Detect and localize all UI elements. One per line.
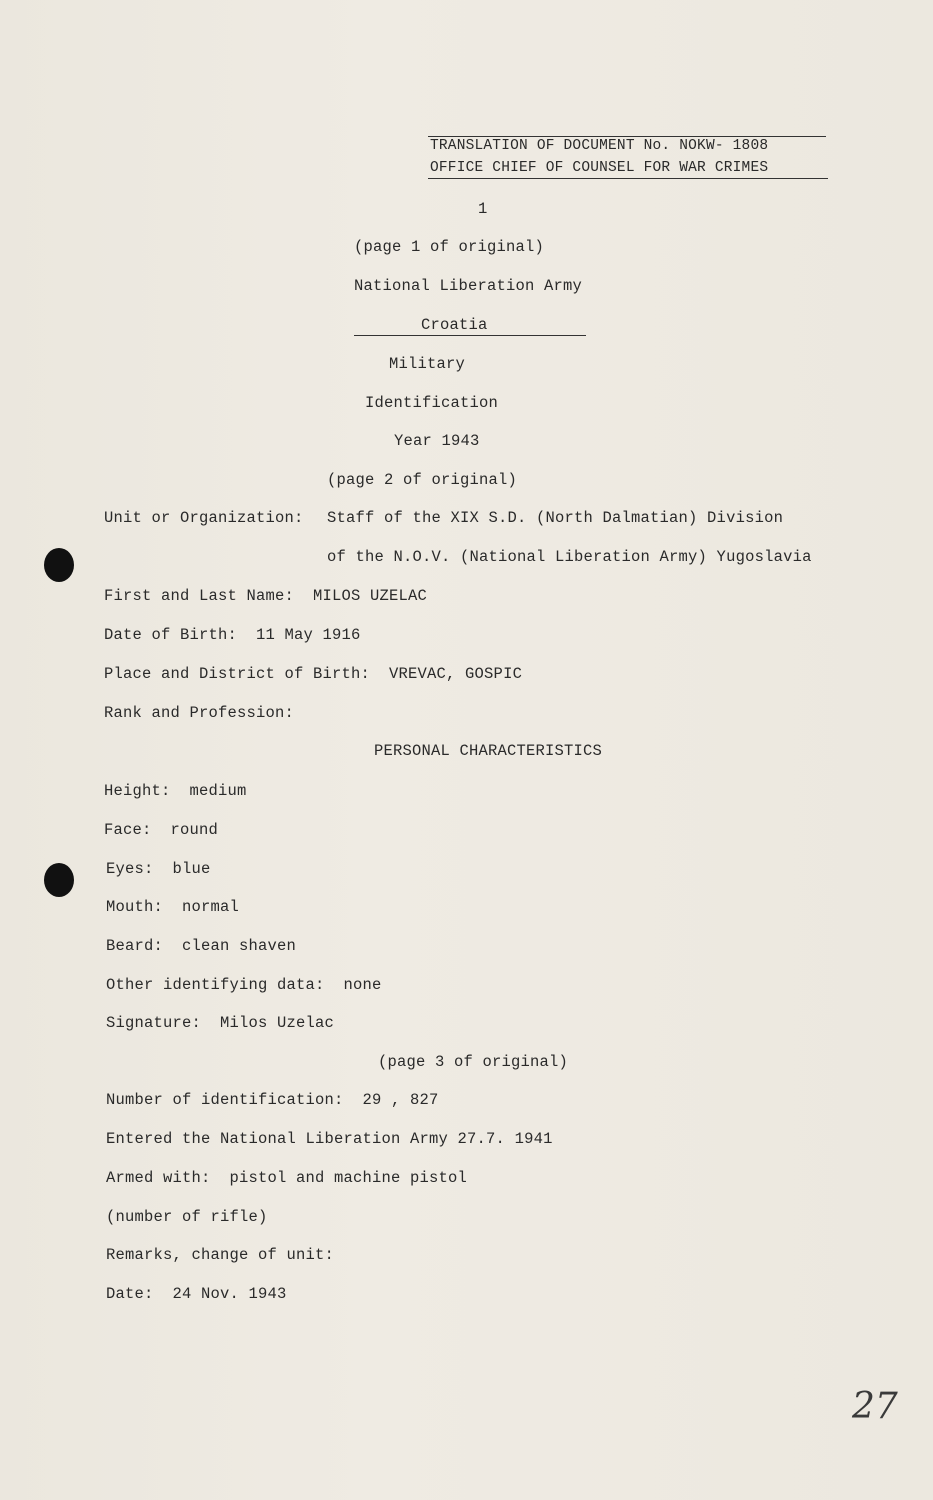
personal-heading: PERSONAL CHARACTERISTICS (374, 742, 603, 760)
name-line: First and Last Name: MILOS UZELAC (104, 587, 428, 605)
rifle-line: (number of rifle) (106, 1208, 268, 1226)
eyes-line: Eyes: blue (106, 860, 211, 878)
signature-line: Signature: Milos Uzelac (106, 1014, 335, 1032)
other-data-line: Other identifying data: none (106, 976, 382, 994)
unit-label: Unit or Organization: (104, 509, 304, 527)
rank-line: Rank and Profession: (104, 704, 295, 722)
date-line: Date: 24 Nov. 1943 (106, 1285, 287, 1303)
unit-line-1: Staff of the XIX S.D. (North Dalmatian) Division (327, 509, 784, 527)
title-military: Military (389, 355, 466, 373)
entered-line: Entered the National Liberation Army 27.7. 1941 (106, 1130, 553, 1148)
header-line-2: OFFICE CHIEF OF COUNSEL FOR WAR CRIMES (430, 160, 769, 176)
header-bottom-rule (428, 178, 828, 179)
region-name: Croatia (421, 316, 488, 334)
page-1-reference: (page 1 of original) (354, 238, 545, 256)
year: Year 1943 (394, 432, 480, 450)
page-number: 1 (478, 200, 488, 218)
header-line-1: TRANSLATION OF DOCUMENT No. NOKW- 1808 (430, 138, 769, 154)
punch-hole-bottom (44, 863, 74, 897)
punch-hole-top (44, 548, 74, 582)
header-top-rule (428, 136, 826, 137)
handwritten-page-mark: 27 (852, 1386, 898, 1427)
height-line: Height: medium (104, 782, 247, 800)
mouth-line: Mouth: normal (106, 898, 240, 916)
page-3-reference: (page 3 of original) (378, 1053, 569, 1071)
region-underline (354, 335, 586, 336)
pob-line: Place and District of Birth: VREVAC, GOSPIC (104, 665, 523, 683)
page-2-reference: (page 2 of original) (327, 471, 518, 489)
armed-line: Armed with: pistol and machine pistol (106, 1169, 468, 1187)
unit-line-2: of the N.O.V. (National Liberation Army) Yugoslavia (327, 548, 812, 566)
remarks-line: Remarks, change of unit: (106, 1246, 335, 1264)
dob-line: Date of Birth: 11 May 1916 (104, 626, 361, 644)
beard-line: Beard: clean shaven (106, 937, 297, 955)
face-line: Face: round (104, 821, 219, 839)
id-number-line: Number of identification: 29 , 827 (106, 1091, 439, 1109)
title-identification: Identification (365, 394, 499, 412)
army-name: National Liberation Army (354, 277, 583, 295)
